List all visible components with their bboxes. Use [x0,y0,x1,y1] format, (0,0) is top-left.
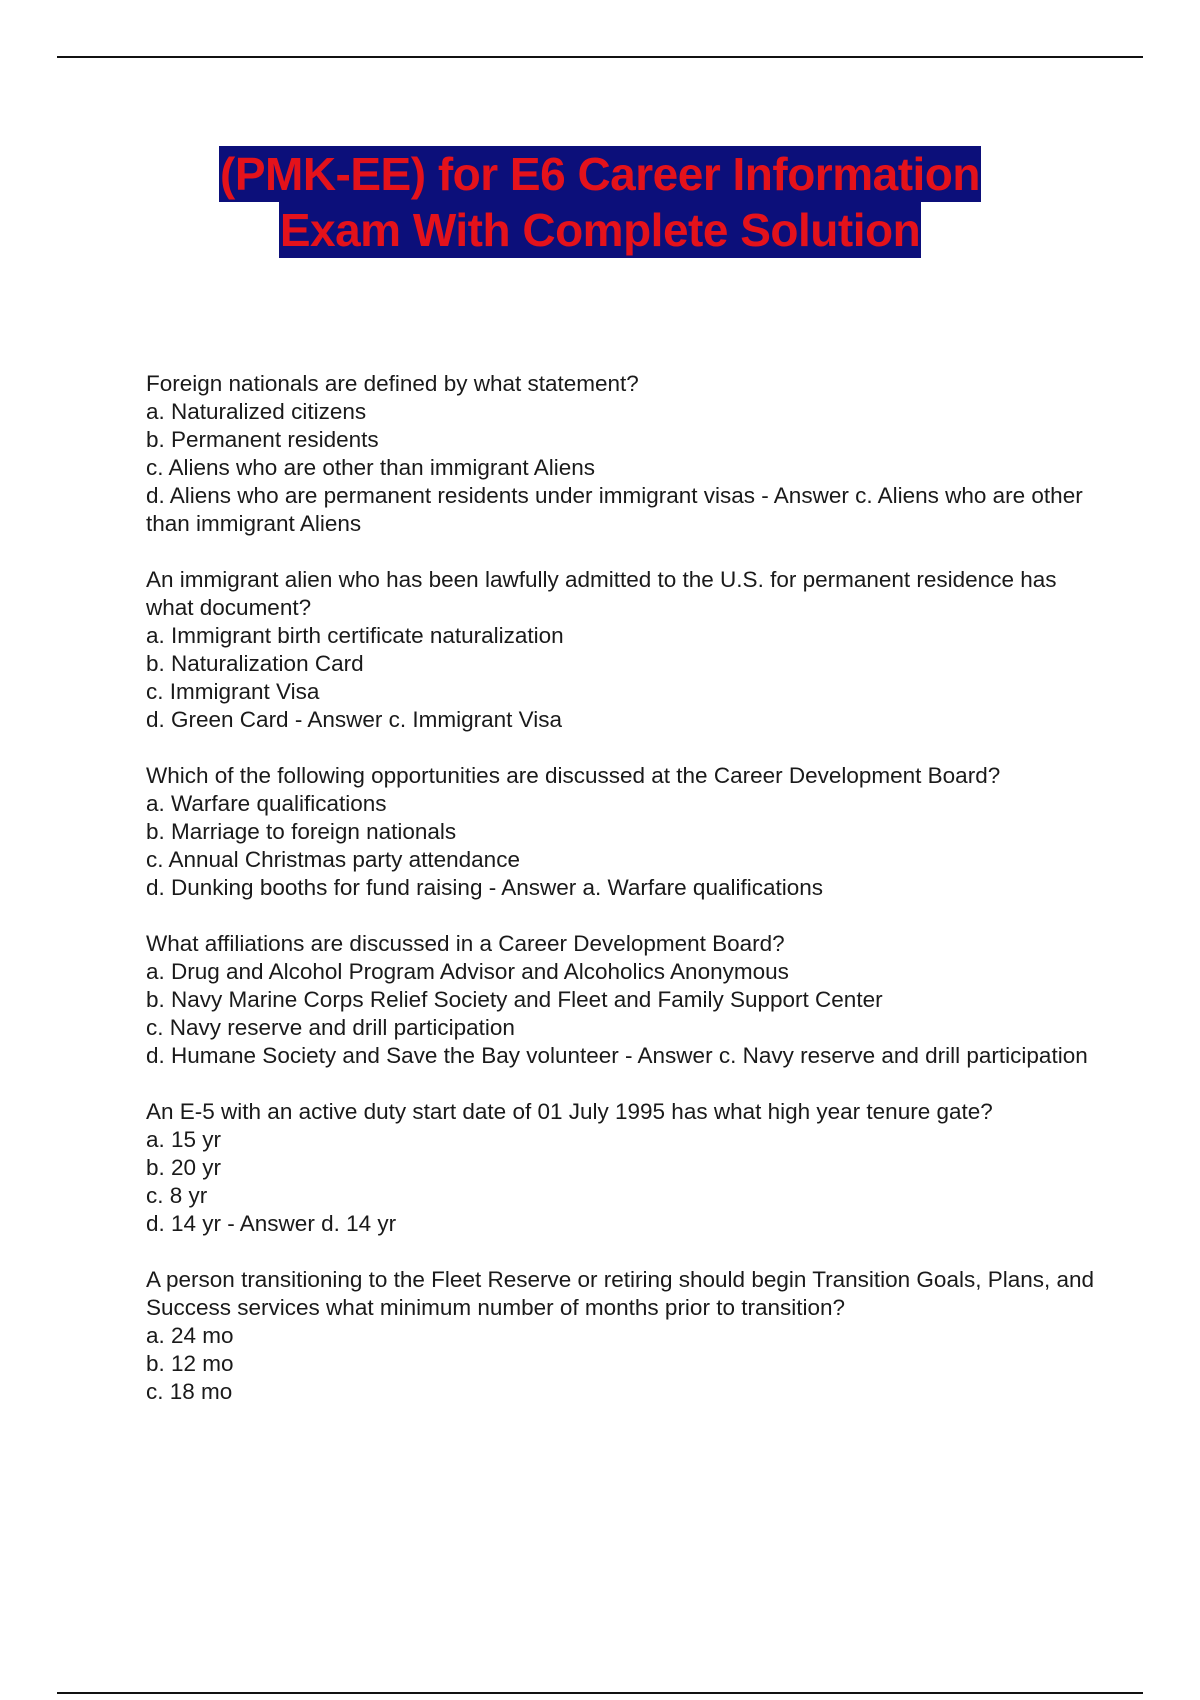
option-text: d. Dunking booths for fund raising - Answer a. Warfare qualifications [146,875,824,900]
question-item [146,1266,1096,1406]
option-text: d. Humane Society and Save the Bay volunteer - Answer c. Navy reserve and drill participation [146,1043,1088,1068]
option-text: c. Immigrant Visa [146,679,320,704]
option-text: c. Annual Christmas party attendance [146,847,520,872]
option-text: c. 8 yr [146,1183,208,1208]
question-item [146,566,1096,734]
question-text: Foreign nationals are defined by what statement? [146,371,639,396]
option-text: c. Navy reserve and drill participation [146,1015,515,1040]
option-text: b. Marriage to foreign nationals [146,819,457,844]
question-item [146,762,1096,902]
option-text: a. 15 yr [146,1127,222,1152]
option-text: a. 24 mo [146,1323,234,1348]
question-list [146,370,1096,1434]
option-text: b. Navy Marine Corps Relief Society and Fleet and Family Support Center [146,987,883,1012]
question-text: Which of the following opportunities are discussed at the Career Development Board? [146,763,1001,788]
question-item [146,1098,1096,1238]
option-text: b. Naturalization Card [146,651,364,676]
option-text: d. 14 yr - Answer d. 14 yr [146,1211,397,1236]
question-item [146,370,1096,538]
question-text: What affiliations are discussed in a Career Development Board? [146,931,785,956]
question-text: An immigrant alien who has been lawfully admitted to the U.S. for permanent residence has what document? [146,567,1057,620]
question-text: A person transitioning to the Fleet Reserve or retiring should begin Transition Goals, Plans, and Success services what minimum number of months prior to transition? [146,1267,1095,1320]
option-text: c. Aliens who are other than immigrant Aliens [146,455,595,480]
option-text: d. Aliens who are permanent residents under immigrant visas - Answer c. Aliens who are other than immigrant Aliens [146,483,1083,536]
option-text: a. Naturalized citizens [146,399,367,424]
option-text: a. Immigrant birth certificate naturalization [146,623,564,648]
bottom-divider [57,1692,1143,1694]
option-text: a. Drug and Alcohol Program Advisor and Alcoholics Anonymous [146,959,789,984]
option-text: b. 12 mo [146,1351,234,1376]
option-text: b. Permanent residents [146,427,379,452]
title-line-1: (PMK-EE) for E6 Career Information [220,148,980,200]
option-text: c. 18 mo [146,1379,233,1404]
title-line-2: Exam With Complete Solution [279,204,921,256]
question-item [146,930,1096,1070]
top-divider [57,56,1143,58]
option-text: d. Green Card - Answer c. Immigrant Visa [146,707,562,732]
option-text: b. 20 yr [146,1155,222,1180]
question-text: An E-5 with an active duty start date of 01 July 1995 has what high year tenure gate? [146,1099,993,1124]
document-title [0,146,1200,258]
option-text: a. Warfare qualifications [146,791,387,816]
